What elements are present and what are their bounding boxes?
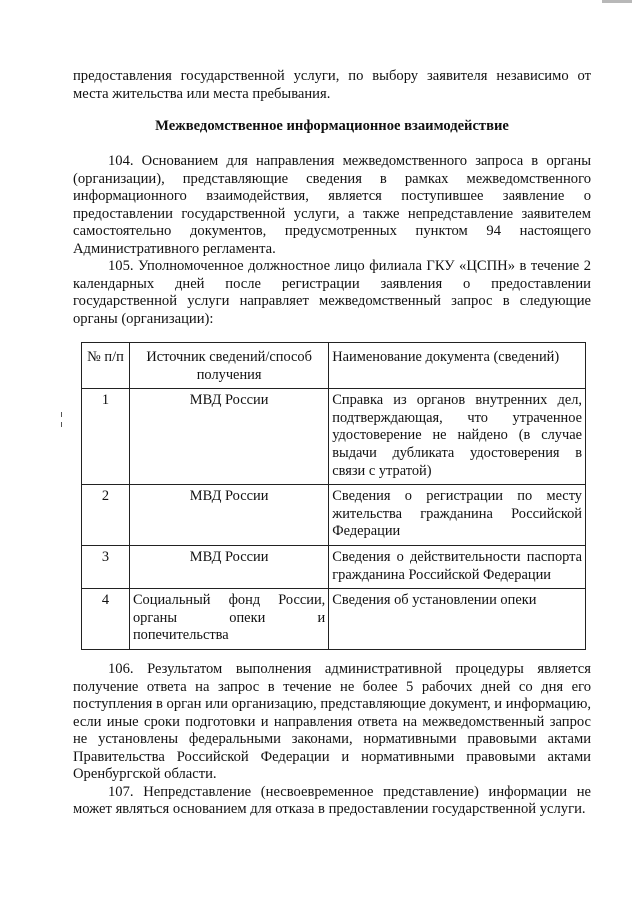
section-heading: Межведомственное информационное взаимодействие (155, 118, 509, 134)
interagency-requests-table (81, 342, 586, 650)
row-source: МВД России (129, 485, 328, 546)
paragraph-104: 104. Основанием для направления межведомственного запроса в органы (организации), представляющие сведения в рамках межведомственного информационного взаимодействия, является поступившее заявление о предоставлении государственной услуги, а также непредставление заявителем самостоятельно документов, предусмотренных пунктом 94 настоящего Административного регламента. (73, 153, 591, 257)
paragraphs-106-107 (73, 661, 591, 819)
table-row (82, 545, 586, 588)
row-document: Справка из органов внутренних дел, подтверждающая, что утраченное удостоверение не найдено (в случае выдачи дубликата удостоверения в связи с утратой) (329, 389, 586, 485)
row-num: 3 (82, 545, 130, 588)
row-source: МВД России (129, 389, 328, 485)
row-source: МВД России (129, 545, 328, 588)
margin-tick (61, 412, 62, 417)
paragraph-106: 106. Результатом выполнения административной процедуры является получение ответа на запрос в течение не более 5 рабочих дней со дня его поступления в орган или организацию, представляющие документ, и информацию, если иные сроки подготовки и направления ответа на межведомственный запрос не установлены федеральными законами, нормативными правовыми актами Правительства Российской Федерации и нормативными правовыми актами Оренбургской области. (73, 661, 591, 782)
row-document: Сведения о регистрации по месту жительства гражданина Российской Федерации (329, 485, 586, 546)
intro-block (73, 68, 591, 103)
header-document: Наименование документа (сведений) (329, 343, 586, 389)
paragraphs-104-105 (73, 153, 591, 328)
paragraph-107: 107. Непредставление (несвоевременное представление) информации не может являться основанием для отказа в предоставлении государственной услуги. (73, 783, 591, 817)
margin-tick (61, 422, 62, 427)
scan-artifact-mark (600, 0, 634, 8)
paragraph-105: 105. Уполномоченное должностное лицо филиала ГКУ «ЦСПН» в течение 2 календарных дней после регистрации заявления о предоставлении государственной услуги направляет межведомственный запрос в следующие органы (организации): (73, 258, 591, 327)
row-num: 4 (82, 589, 130, 650)
row-num: 1 (82, 389, 130, 485)
table-header-row (82, 343, 586, 389)
header-source: Источник сведений/способ получения (129, 343, 328, 389)
table-row (82, 485, 586, 546)
intro-paragraph: предоставления государственной услуги, по выбору заявителя независимо от места жительства или места пребывания. (73, 68, 591, 102)
row-num: 2 (82, 485, 130, 546)
row-document: Сведения о действительности паспорта гражданина Российской Федерации (329, 545, 586, 588)
table-row (82, 389, 586, 485)
table-row (82, 589, 586, 650)
row-document: Сведения об установлении опеки (329, 589, 586, 650)
row-source: Социальный фонд России, органы опеки и попечительства (129, 589, 328, 650)
header-num: № п/п (82, 343, 130, 389)
